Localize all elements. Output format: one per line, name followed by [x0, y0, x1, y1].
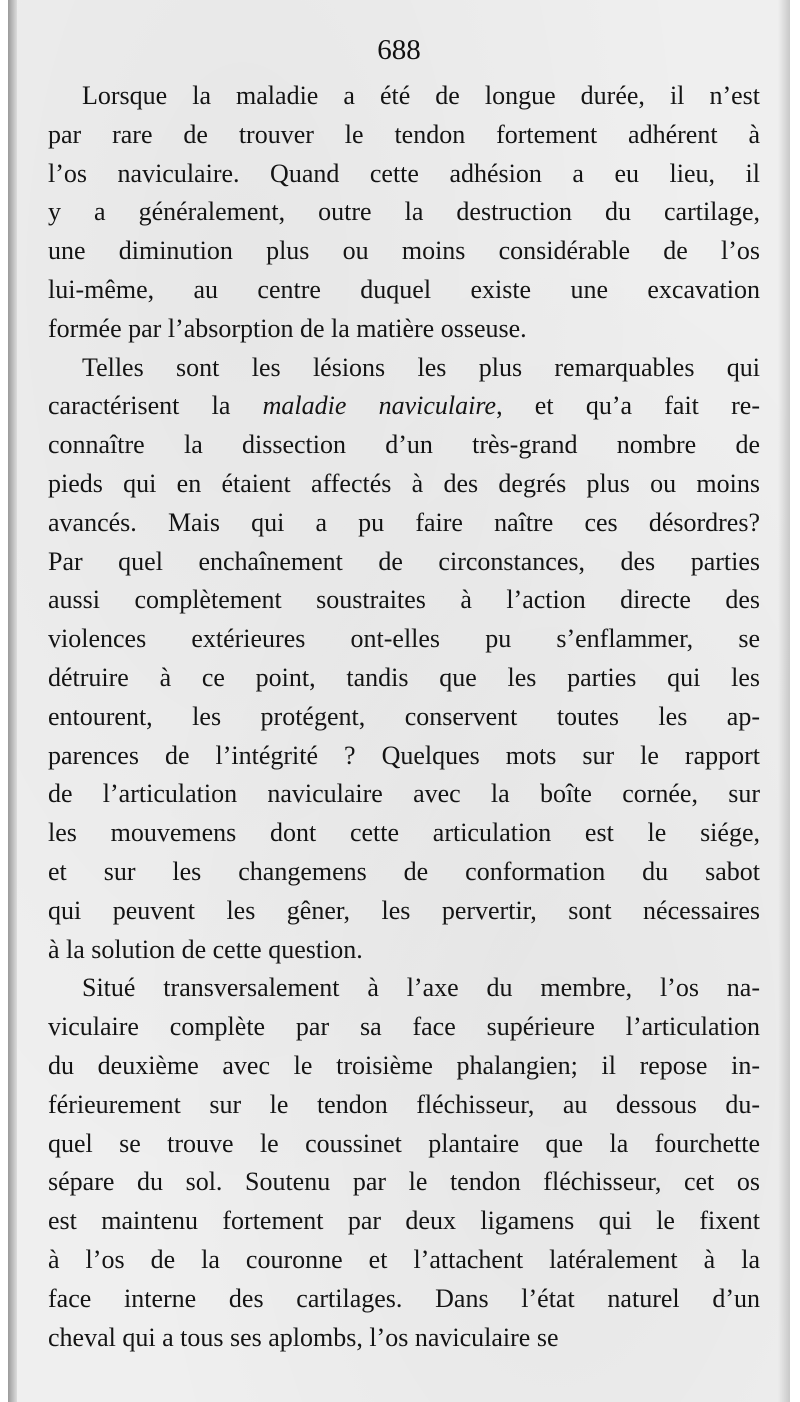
text-line: violences extérieures ont-elles pu s’enflammer, se: [48, 624, 760, 654]
text-line: détruire à ce point, tandis que les parties qui les: [48, 662, 760, 692]
paragraph: [48, 969, 760, 1357]
text-line: parences de l’intégrité ? Quelques mots sur le rapport: [48, 740, 760, 770]
text-line: et sur les changemens de conformation du sabot: [48, 856, 760, 886]
book-page: [8, 0, 790, 1402]
text-line: du deuxième avec le troisième phalangien; il repose in-: [48, 1050, 760, 1080]
text-line: à la solution de cette question.: [48, 934, 363, 964]
text-line: de l’articulation naviculaire avec la boîte cornée, sur: [48, 779, 760, 809]
text-line: formée par l’absorption de la matière osseuse.: [48, 313, 527, 343]
text-line: entourent, les protégent, conservent toutes les ap-: [48, 701, 760, 731]
text-line: les mouvemens dont cette articulation est le siége,: [48, 818, 760, 848]
emphasis-text: maladie naviculaire: [262, 391, 497, 421]
text-line: Telles sont les lésions les plus remarquables qui: [82, 352, 760, 382]
text-line: est maintenu fortement par deux ligamens qui le fixent: [48, 1206, 760, 1236]
text-line: une diminution plus ou moins considérable de l’os: [48, 236, 760, 266]
text-line: sépare du sol. Soutenu par le tendon fléchisseur, cet os: [48, 1167, 760, 1197]
text-line: avancés. Mais qui a pu faire naître ces désordres?: [48, 507, 760, 537]
page-number: 688: [377, 34, 421, 66]
page-gutter-shadow: [8, 0, 17, 1402]
text-line: caractérisent la maladie naviculaire, et qu’a fait re-: [48, 391, 760, 421]
text-line: connaître la dissection d’un très-grand nombre de: [48, 430, 760, 460]
text-line: Lorsque la maladie a été de longue durée, il n’est: [82, 81, 760, 110]
paragraph: [48, 77, 760, 349]
text-line: lui-même, au centre duquel existe une excavation: [48, 274, 760, 304]
text-line: l’os naviculaire. Quand cette adhésion a eu lieu, il: [48, 158, 760, 188]
text-line: viculaire complète par sa face supérieure l’articulation: [48, 1012, 760, 1042]
text-line: pieds qui en étaient affectés à des degrés plus ou moins: [48, 468, 760, 498]
text-line: Par quel enchaînement de circonstances, des parties: [48, 546, 760, 576]
text-line: y a généralement, outre la destruction du cartilage,: [48, 197, 760, 227]
text-line: aussi complètement soustraites à l’action directe des: [48, 585, 760, 615]
body-text: [48, 77, 760, 1357]
text-line: qui peuvent les gêner, les pervertir, sont nécessaires: [48, 895, 760, 925]
text-line: Situé transversalement à l’axe du membre, l’os na-: [82, 973, 760, 1003]
text-line: face interne des cartilages. Dans l’état naturel d’un: [48, 1283, 760, 1313]
text-line: par rare de trouver le tendon fortement adhérent à: [48, 119, 760, 149]
text-line: à l’os de la couronne et l’attachent latéralement à la: [48, 1244, 760, 1274]
text-line: cheval qui a tous ses aplombs, l’os naviculaire se: [48, 1322, 559, 1352]
page-edge-shadow: [778, 0, 790, 1402]
text-line: quel se trouve le coussinet plantaire que la fourchette: [48, 1128, 760, 1158]
text-line: férieurement sur le tendon fléchisseur, au dessous du-: [48, 1089, 760, 1119]
paragraph: [48, 349, 760, 970]
